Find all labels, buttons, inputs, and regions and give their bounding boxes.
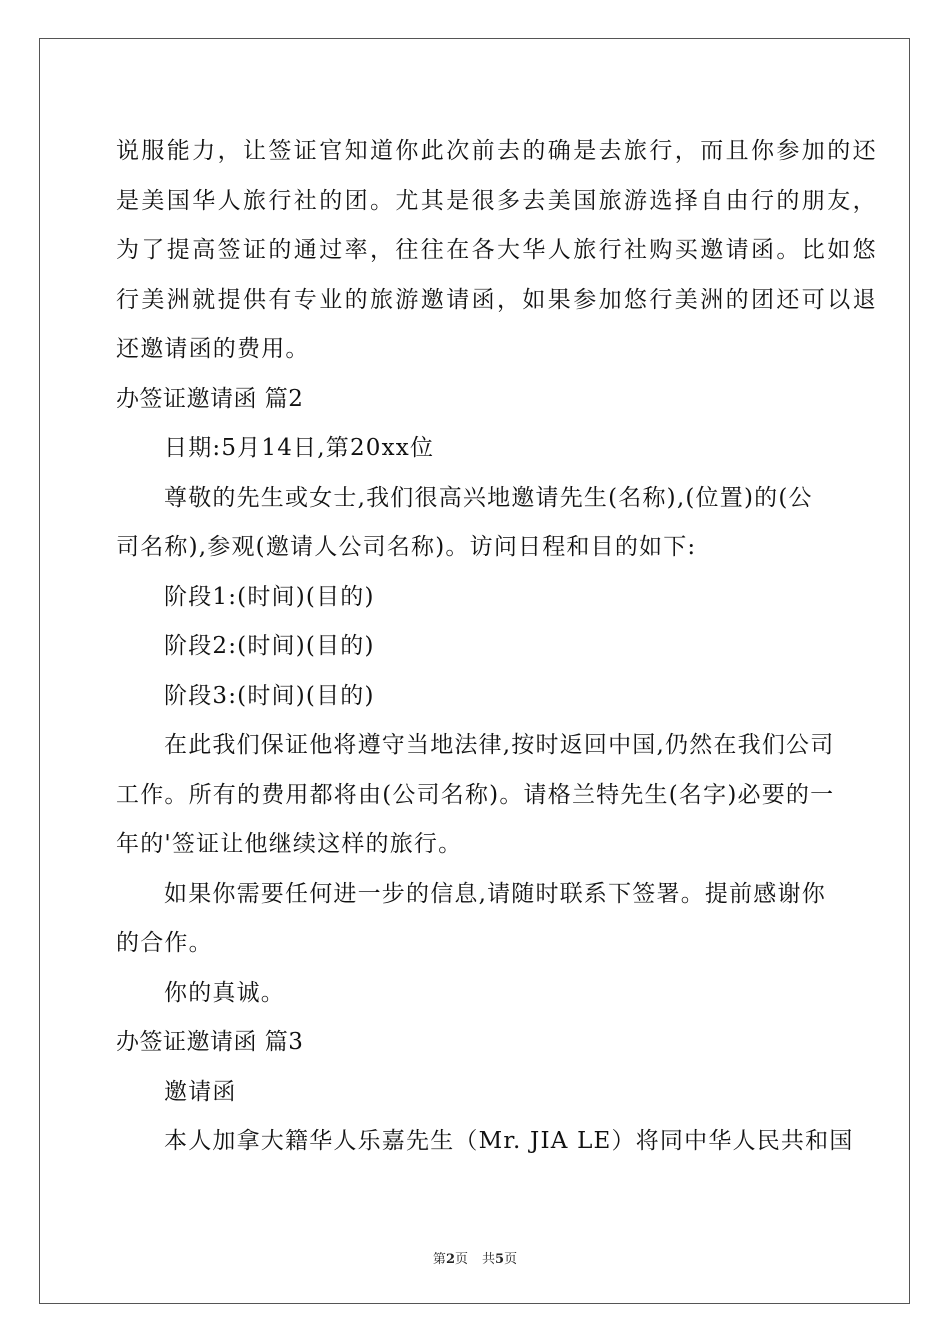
body-line: 尊敬的先生或女士,我们很高兴地邀请先生(名称),(位置)的(公 [164,484,813,511]
schedule-item: 阶段1:(时间)(目的) [164,583,375,610]
page-footer [0,1248,950,1267]
body-line: 如果你需要任何进一步的信息,请随时联系下签署。提前感谢你 [164,880,826,907]
body-line: 为了提高签证的通过率，往往在各大华人旅行社购买邀请函。比如悠 [116,237,878,263]
section-heading: 办签证邀请函 篇2 [116,385,304,412]
total-page-number: 5 [495,1252,505,1267]
body-line: 年的'签证让他继续这样的旅行。 [116,831,463,857]
schedule-item: 阶段3:(时间)(目的) [164,682,375,709]
body-line: 工作。所有的费用都将由(公司名称)。请格兰特先生(名字)必要的一 [116,781,835,808]
body-line: 司名称),参观(邀请人公司名称)。访问日程和目的如下: [116,534,697,560]
body-line: 行美洲就提供有专业的旅游邀请函，如果参加悠行美洲的团还可以退 [116,286,878,313]
total-prefix: 共 [482,1252,496,1267]
body-line: 本人加拿大籍华人乐嘉先生（Mr. JIA LE）将同中华人民共和国 [164,1128,854,1154]
date-line: 日期:5月14日,第20xx位 [164,435,435,461]
body-line: 的合作。 [116,930,213,956]
page-suffix: 页 [454,1252,468,1267]
body-line: 说服能力，让签证官知道你此次前去的确是去旅行，而且你参加的还 [116,138,878,164]
total-suffix: 页 [504,1252,518,1267]
letter-title: 邀请函 [164,1078,237,1105]
closing-line: 你的真诚。 [164,979,285,1006]
schedule-item: 阶段2:(时间)(目的) [164,633,375,659]
body-line: 还邀请函的费用。 [116,336,310,362]
body-line: 是美国华人旅行社的团。尤其是很多去美国旅游选择自由行的朋友， [116,187,878,214]
current-page-number: 2 [445,1252,455,1267]
page-prefix: 第 [432,1252,446,1267]
section-heading: 办签证邀请函 篇3 [116,1029,304,1055]
body-line: 在此我们保证他将遵守当地法律,按时返回中国,仍然在我们公司 [164,732,835,758]
document-body [116,127,878,1167]
